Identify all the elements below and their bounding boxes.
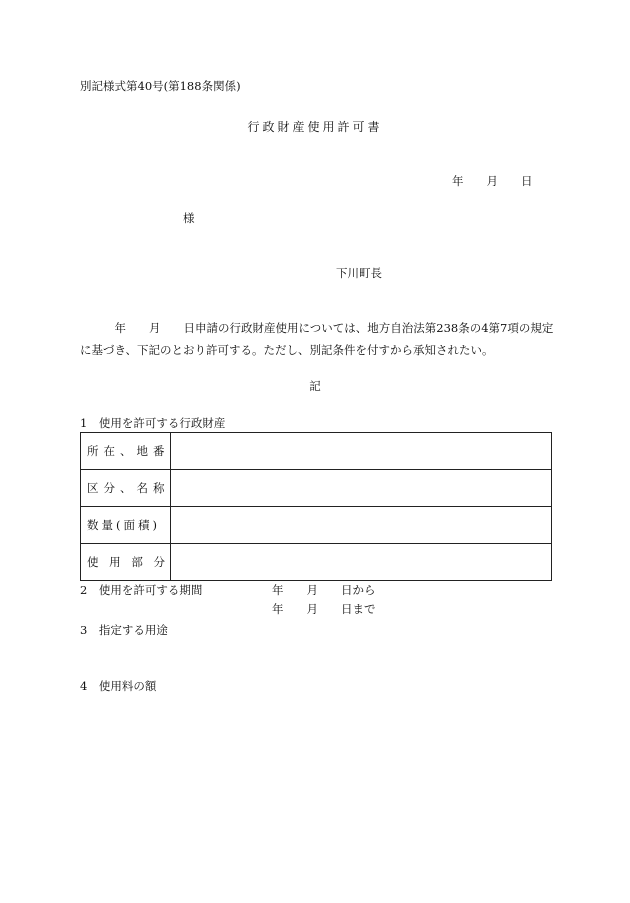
section-3-heading: 3 指定する用途 xyxy=(80,623,168,637)
period-to: 年 月 日まで xyxy=(272,602,376,616)
label-usage-part xyxy=(81,544,171,581)
usage-part-text xyxy=(87,554,165,570)
value-category xyxy=(171,470,552,507)
section-1-heading: 1 使用を許可する行政財産 xyxy=(80,416,226,430)
label-quantity: 数量(面積) xyxy=(81,507,171,544)
usage-part-char: 使 xyxy=(87,555,99,569)
table-row xyxy=(81,507,552,544)
table-row xyxy=(81,470,552,507)
form-number: 別記様式第40号(第188条関係) xyxy=(80,79,241,93)
body-text-line-2: に基づき、下記のとおり許可する。ただし、別記条件を付すから承知されたい。 xyxy=(80,343,494,357)
value-quantity xyxy=(171,507,552,544)
issue-date: 年 月 日 xyxy=(452,174,533,188)
usage-part-char: 分 xyxy=(153,555,165,569)
value-usage-part xyxy=(171,544,552,581)
usage-part-char: 用 xyxy=(109,555,121,569)
table-row xyxy=(81,433,552,470)
ki-heading: 記 xyxy=(309,379,321,393)
document-title: 行政財産使用許可書 xyxy=(247,120,383,134)
property-table xyxy=(80,432,552,581)
issuer-name: 下川町長 xyxy=(336,266,382,280)
usage-part-char: 部 xyxy=(131,555,143,569)
label-location: 所在、地番 xyxy=(81,433,171,470)
label-category: 区分、名称 xyxy=(81,470,171,507)
value-location xyxy=(171,433,552,470)
body-text-line-1: 年 月 日申請の行政財産使用については、地方自治法第238条の4第7項の規定 xyxy=(80,321,554,335)
table-row xyxy=(81,544,552,581)
addressee-suffix: 様 xyxy=(183,211,195,225)
period-from: 年 月 日から xyxy=(272,583,376,597)
section-4-heading: 4 使用料の額 xyxy=(80,679,157,693)
section-2-heading: 2 使用を許可する期間 xyxy=(80,583,203,597)
